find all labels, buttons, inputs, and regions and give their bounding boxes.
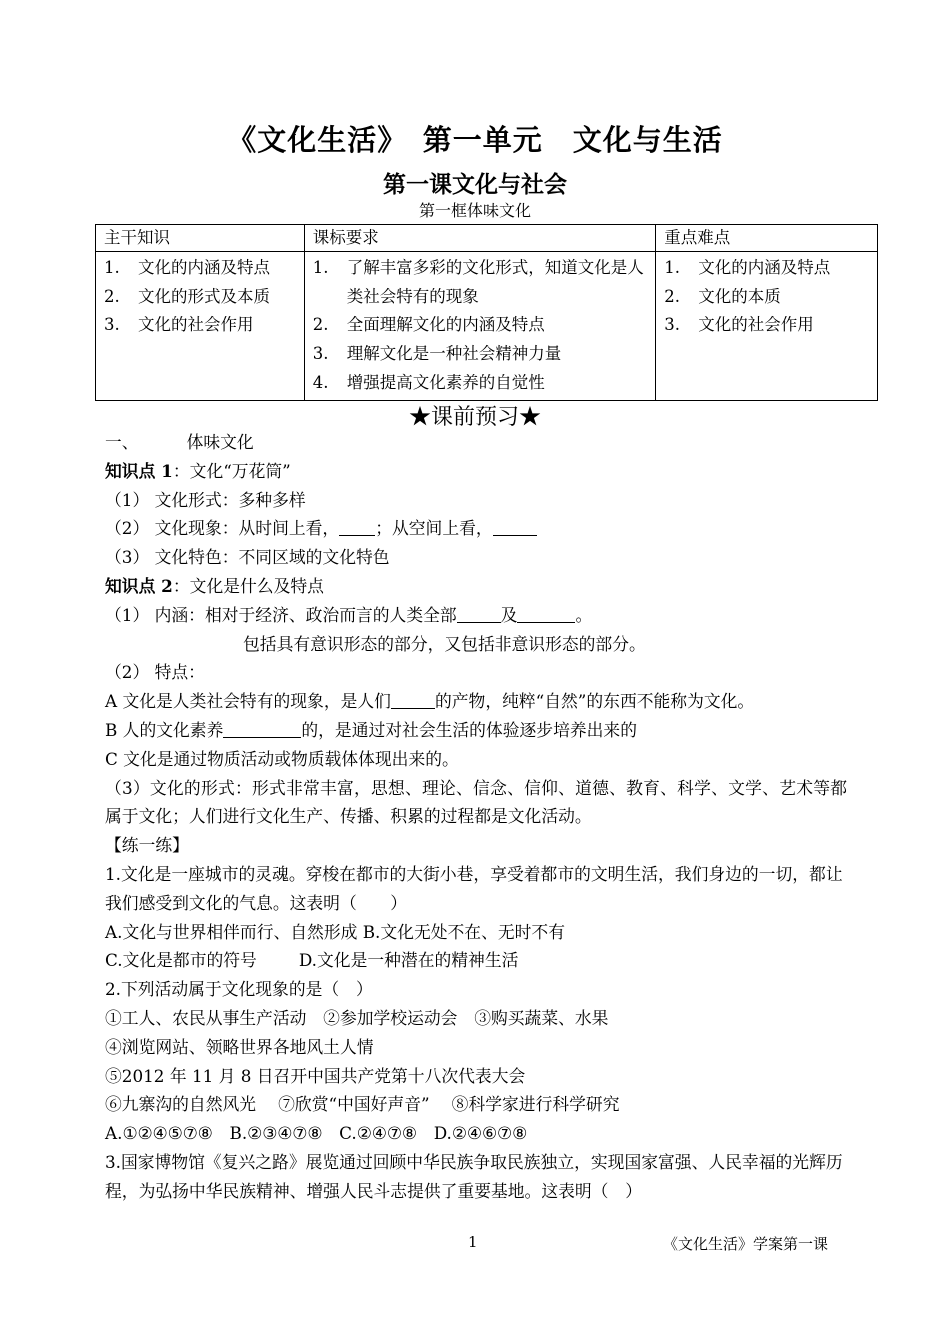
table-header-row xyxy=(96,225,878,252)
list-item-continuation: 包括具有意识形态的部分，又包括非意识形态的部分。 xyxy=(243,633,646,654)
question-2-option-line: ④浏览网站、领略世界各地风土人情 xyxy=(105,1036,374,1057)
list-item: 3. 文化的社会作用 xyxy=(104,315,254,335)
document-title: 《文化生活》 第一单元 文化与生活 xyxy=(227,123,723,157)
curriculum-cell xyxy=(304,252,656,401)
header-curriculum: 课标要求 xyxy=(304,225,656,252)
fill-blank[interactable] xyxy=(339,517,375,536)
table-row xyxy=(96,252,878,401)
header-main-knowledge: 主干知识 xyxy=(96,225,305,252)
fill-blank[interactable] xyxy=(391,690,435,709)
practice-heading: 【练一练】 xyxy=(105,835,189,856)
question-3: 3.国家博物馆《复兴之路》展览通过回顾中华民族争取民族独立，实现国家富强、人民幸福的光辉历程，为弘扬中华民族精神、增强人民斗志提供了重要基地。这表明（ ） xyxy=(105,1151,843,1201)
header-key-points: 重点难点 xyxy=(656,225,878,252)
question-2-answers: A.①②④⑤⑦⑧ B.②③④⑦⑧ C.②④⑦⑧ D.②④⑥⑦⑧ xyxy=(105,1123,528,1144)
knowledge-point-1: 知识点 1：文化“万花筒” xyxy=(105,460,291,481)
list-item: 3. 理解文化是一种社会精神力量 xyxy=(312,344,562,364)
part-heading: 一、 体味文化 xyxy=(105,432,254,452)
feature-a: A 文化是人类社会特有的现象，是人们 的产物，纯粹“自然”的东西不能称为文化。 xyxy=(105,691,755,712)
question-1-options-cd: C.文化是都市的符号 D.文化是一种潜在的精神生活 xyxy=(105,950,519,971)
question-1: 1.文化是一座城市的灵魂。穿梭在都市的大街小巷，享受着都市的文明生活，我们身边的一切，都让我们感受到文化的气息。这表明（ ） xyxy=(105,863,843,913)
knowledge-table xyxy=(95,224,878,401)
page-number: 1 xyxy=(468,1233,478,1251)
fill-blank[interactable] xyxy=(223,719,301,738)
list-item: 3. 文化的社会作用 xyxy=(664,315,814,335)
preview-content xyxy=(105,428,847,1206)
list-item: （3） 文化特色：不同区域的文化特色 xyxy=(105,547,390,568)
list-item: 2. 文化的本质 xyxy=(664,286,781,306)
feature-c: C 文化是通过物质活动或物质载体体现出来的。 xyxy=(105,748,459,769)
knowledge-point-2: 知识点 2：文化是什么及特点 xyxy=(105,575,324,596)
footer-text: 《文化生活》学案第一课 xyxy=(663,1235,829,1253)
list-item: 1. 文化的内涵及特点 xyxy=(664,258,831,277)
list-item: （2） 文化现象：从时间上看， ；从空间上看， xyxy=(105,514,847,543)
frame-title: 第一框体味文化 xyxy=(418,201,531,220)
list-item: 4. 增强提高文化素养的自觉性 xyxy=(312,372,545,392)
list-item: 2. 文化的形式及本质 xyxy=(104,286,270,306)
question-2-option-line: ⑤2012 年 11 月 8 日召开中国共产党第十八次代表大会 xyxy=(105,1065,526,1086)
question-2-option-line: ⑥九寨沟的自然风光 ⑦欣赏“中国好声音” ⑧科学家进行科学研究 xyxy=(105,1094,620,1115)
list-item: 2. 全面理解文化的内涵及特点 xyxy=(312,315,545,335)
fill-blank[interactable] xyxy=(517,604,575,623)
question-2-option-line: ①工人、农民从事生产活动 ②参加学校运动会 ③购买蔬菜、水果 xyxy=(105,1007,609,1028)
question-2: 2.下列活动属于文化现象的是（ ） xyxy=(105,979,373,1000)
section-heading: ★课前预习★ xyxy=(408,405,541,430)
culture-forms-paragraph: （3）文化的形式：形式非常丰富，思想、理论、信念、信仰、道德、教育、科学、文学、艺术等都属于文化；人们进行文化生产、传播、积累的过程都是文化活动。 xyxy=(105,777,847,827)
list-item: 1. 了解丰富多彩的文化形式，知道文化是人类社会特有的现象 xyxy=(312,258,644,306)
list-item: （2） 特点： xyxy=(105,662,205,683)
question-1-options-ab: A.文化与世界相伴而行、自然形成 B.文化无处不在、无时不有 xyxy=(105,921,565,942)
feature-b: B 人的文化素养 的，是通过对社会生活的体验逐步培养出来的 xyxy=(105,719,637,740)
list-item: （1） 文化形式：多种多样 xyxy=(105,489,306,510)
key-points-cell xyxy=(656,252,878,401)
list-item: （1） 内涵：相对于经济、政治而言的人类全部 及 。 xyxy=(105,604,593,625)
lesson-title: 第一课文化与社会 xyxy=(383,171,567,198)
fill-blank[interactable] xyxy=(493,517,537,536)
list-item: 1. 文化的内涵及特点 xyxy=(104,258,270,277)
fill-blank[interactable] xyxy=(457,604,501,623)
main-knowledge-cell xyxy=(96,252,305,401)
